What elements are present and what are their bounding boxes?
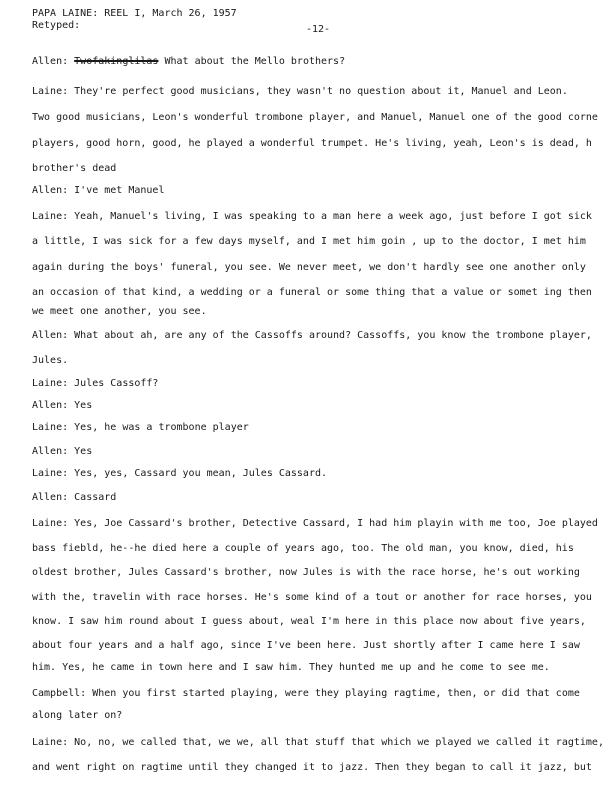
- transcript-line: [32, 446, 92, 458]
- line-text: oldest brother, Jules Cassard's brother, now Jules is with the race horse, he's out working: [32, 567, 580, 578]
- transcript-line: [32, 355, 68, 367]
- line-text: They're perfect good musicians, they wasn't no question about it, Manuel and Leon.: [74, 86, 568, 97]
- line-text: about four years and a half ago, since I've been here. Just shortly after I came here I saw: [32, 640, 580, 651]
- speaker-label: Laine:: [32, 468, 75, 479]
- transcript-line: [32, 378, 158, 390]
- line-text: again during the boys' funeral, you see. We never meet, we don't hardly see one another only: [32, 262, 586, 273]
- line-text: an occasion of that kind, a wedding or a funeral or some thing that a value or somet ing then: [32, 287, 592, 298]
- line-text: we meet one another, you see.: [32, 306, 207, 317]
- line-text: with the, travelin with race horses. He's some kind of a tout or another for race horses, you: [32, 592, 592, 603]
- line-text: What about ah, are any of the Cassoffs around? Cassoffs, you know the trombone player,: [74, 330, 592, 341]
- line-text: Yes: [74, 446, 93, 457]
- transcript-line: [32, 330, 592, 342]
- speaker-label: Campbell:: [32, 688, 93, 699]
- line-text: him. Yes, he came in town here and I saw him. They hunted me up and he come to see me.: [32, 662, 550, 673]
- transcript-line: [32, 262, 586, 274]
- line-text: a little, I was sick for a few days myself, and I met him goin , up to the doctor, I met him: [32, 236, 586, 247]
- line-text: Yeah, Manuel's living, I was speaking to a man here a week ago, just before I got sick: [74, 211, 592, 222]
- line-text: Jules.: [32, 355, 69, 366]
- transcript-line: [32, 138, 592, 150]
- line-text: Yes, he was a trombone player: [74, 422, 249, 433]
- transcript-line: [32, 236, 586, 248]
- transcript-line: [32, 518, 598, 530]
- line-text: Yes: [74, 400, 93, 411]
- line-text: When you first started playing, were they playing ragtime, then, or did that come: [92, 688, 580, 699]
- speaker-label: Laine:: [32, 86, 75, 97]
- speaker-label: Allen:: [32, 330, 75, 341]
- transcript-line: [32, 662, 550, 674]
- line-text: Yes, Joe Cassard's brother, Detective Cassard, I had him playin with me too, Joe played: [74, 518, 598, 529]
- header-retyped: Retyped:: [32, 20, 81, 31]
- speaker-label: Laine:: [32, 737, 75, 748]
- transcript-line: [32, 185, 164, 197]
- struck-text: Twofakinglilas: [74, 56, 159, 67]
- transcript-line: [32, 762, 592, 774]
- speaker-label: Allen:: [32, 185, 75, 196]
- transcript-line: [32, 616, 586, 628]
- line-text: brother's dead: [32, 163, 117, 174]
- page-number: -12-: [306, 24, 331, 35]
- transcript-line: [32, 492, 116, 504]
- transcript-line: [32, 306, 207, 318]
- speaker-label: Laine:: [32, 422, 75, 433]
- transcript-line: [32, 567, 580, 579]
- transcript-line: [32, 287, 592, 299]
- transcript-line: [32, 86, 568, 98]
- transcript-line: [32, 112, 598, 124]
- line-text: players, good horn, good, he played a wonderful trumpet. He's living, yeah, Leon's is dead, h: [32, 138, 592, 149]
- transcript-line: [32, 163, 116, 175]
- transcript-line: [32, 422, 249, 434]
- transcript-line: [32, 56, 345, 68]
- speaker-label: Allen:: [32, 492, 75, 503]
- line-text: Jules Cassoff?: [74, 378, 159, 389]
- line-text: I've met Manuel: [74, 185, 165, 196]
- transcript-line: [32, 211, 592, 223]
- line-text: Yes, yes, Cassard you mean, Jules Cassard.: [74, 468, 328, 479]
- speaker-label: Laine:: [32, 211, 75, 222]
- transcript-line: [32, 640, 580, 652]
- transcript-line: [32, 710, 122, 722]
- transcript-line: [32, 592, 592, 604]
- speaker-label: Allen:: [32, 56, 75, 67]
- speaker-label: Laine:: [32, 518, 75, 529]
- line-text: and went right on ragtime until they changed it to jazz. Then they began to call it jazz, but: [32, 762, 592, 773]
- line-text: No, no, we called that, we we, all that stuff that which we played we called it ragtime,: [74, 737, 604, 748]
- transcript-line: [32, 468, 327, 480]
- transcript-line: [32, 400, 92, 412]
- line-text: Cassard: [74, 492, 117, 503]
- line-text: along later on?: [32, 710, 123, 721]
- speaker-label: Allen:: [32, 400, 75, 411]
- line-text: bass fiebld, he--he died here a couple of years ago, too. The old man, you know, died, his: [32, 543, 574, 554]
- line-text: know. I saw him round about I guess about, weal I'm here in this place now about five years,: [32, 616, 586, 627]
- line-text: What about the Mello brothers?: [158, 56, 346, 67]
- transcript-line: [32, 543, 574, 555]
- speaker-label: Allen:: [32, 446, 75, 457]
- header-title: PAPA LAINE: REEL I, March 26, 1957: [32, 8, 237, 19]
- transcript-line: [32, 737, 604, 749]
- transcript-line: [32, 688, 580, 700]
- line-text: Two good musicians, Leon's wonderful trombone player, and Manuel, Manuel one of the good corne: [32, 112, 598, 123]
- speaker-label: Laine:: [32, 378, 75, 389]
